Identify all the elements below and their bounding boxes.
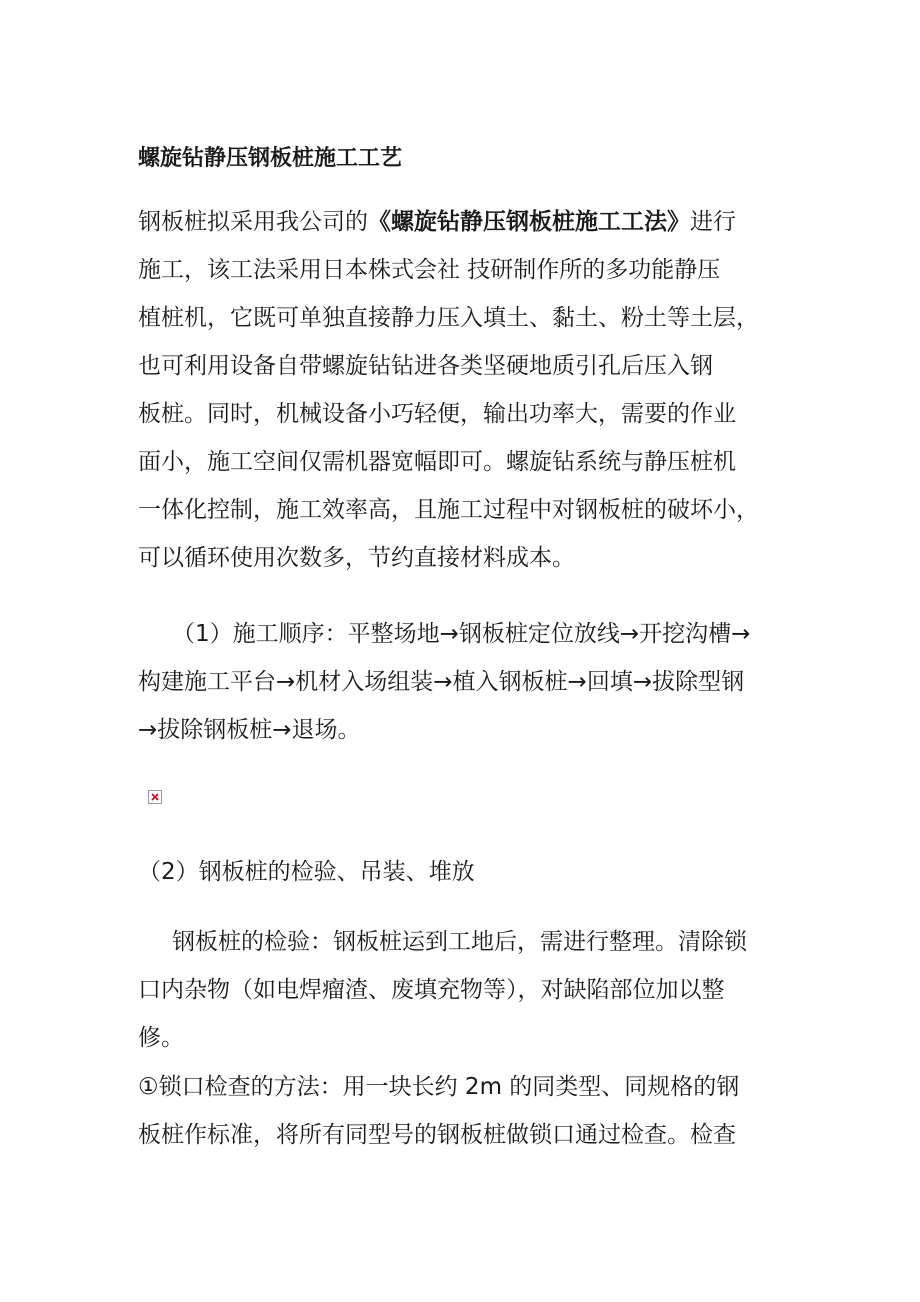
- intro-line: 也可利用设备自带螺旋钻钻进各类坚硬地质引孔后压入钢: [138, 353, 713, 379]
- lock-check-line: ①锁口检查的方法：用一块长约 2m 的同类型、同规格的钢: [138, 1074, 740, 1100]
- intro-line: 一体化控制，施工效率高，且施工过程中对钢板桩的破坏小，: [138, 497, 759, 523]
- intro-paragraph: [138, 198, 788, 582]
- inspection-line: 修。: [138, 1025, 184, 1051]
- sequence-line: →拔除钢板桩→退场。: [138, 717, 361, 743]
- method-name: 《螺旋钻静压钢板桩施工工法》: [368, 209, 690, 235]
- intro-line: 施工，该工法采用日本株式会社 技研制作所的多功能静压: [138, 257, 721, 283]
- document-title: 螺旋钻静压钢板桩施工工艺: [138, 146, 403, 171]
- intro-line: 板桩。同时，机械设备小巧轻便，输出功率大，需要的作业: [138, 401, 736, 427]
- intro-line: 植桩机，它既可单独直接静力压入填土、黏土、粉土等土层，: [138, 305, 759, 331]
- intro-line: 钢板桩拟采用我公司的《螺旋钻静压钢板桩施工工法》进行: [138, 209, 736, 235]
- lock-check-paragraph: [138, 1063, 788, 1159]
- inspection-line: 口内杂物（如电焊瘤渣、废填充物等），对缺陷部位加以整: [138, 977, 725, 1003]
- sequence-line: 构建施工平台→机材入场组装→植入钢板桩→回填→拔除型钢: [138, 669, 745, 695]
- section2-heading: [138, 848, 788, 896]
- sequence-paragraph: [138, 610, 788, 754]
- inspection-paragraph: [138, 918, 788, 1062]
- broken-image-icon: [148, 790, 162, 804]
- inspection-line: 钢板桩的检验：钢板桩运到工地后，需进行整理。清除锁: [172, 929, 747, 955]
- intro-line: 面小，施工空间仅需机器宽幅即可。螺旋钻系统与静压桩机: [138, 449, 736, 475]
- sequence-line: （1）施工顺序：平整场地→钢板桩定位放线→开挖沟槽→: [172, 621, 751, 647]
- section-heading: （2）钢板桩的检验、吊装、堆放: [138, 859, 475, 885]
- intro-line: 可以循环使用次数多，节约直接材料成本。: [138, 545, 575, 571]
- lock-check-line: 板桩作标准，将所有同型号的钢板桩做锁口通过检查。检查: [138, 1122, 736, 1148]
